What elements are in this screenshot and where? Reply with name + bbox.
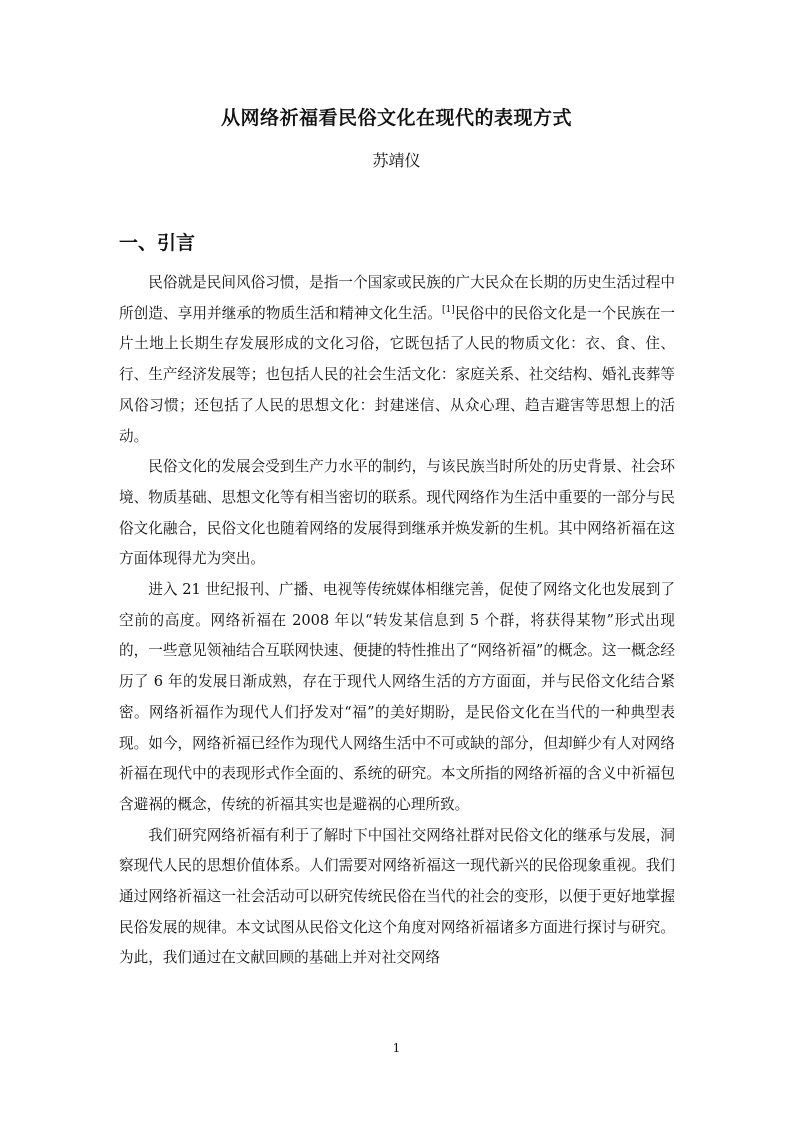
page-number: 1	[392, 1041, 401, 1055]
author-name: 苏靖仪	[372, 151, 421, 170]
document-body	[119, 268, 675, 974]
paragraph	[119, 268, 675, 452]
paragraph: 进入 21 世纪报刊、广播、电视等传统媒体相继完善，促使了网络文化也发展到了空前的高度。网络祈福在 2008 年以“转发某信息到 5 个群，将获得某物”形式出现的，一些意见领袖结合互联网快速、便捷的特性推出了“网络祈福”的概念。这一概念经历了 6 年的发展日渐成熟，存在于现代人网络生活的方方面面，并与民俗文化结合紧密。网络祈福作为现代人们抒发对“福”的美好期盼，是民俗文化在当代的一种典型表现。如今，网络祈福已经作为现代人网络生活中不可或缺的部分，但却鲜少有人对网络祈福在现代中的表现形式作全面的、系统的研究。本文所指的网络祈福的含义中祈福包含避祸的概念，传统的祈福其实也是避祸的心理所致。	[119, 581, 675, 813]
section-heading: 一、引言	[119, 232, 196, 254]
paragraph: 我们研究网络祈福有利于了解时下中国社交网络社群对民俗文化的继承与发展，洞察现代人民的思想价值体系。人们需要对网络祈福这一现代新兴的民俗现象重视。我们通过网络祈福这一社会活动可以研究传统民俗在当代的社会的变形，以便于更好地掌握民俗发展的规律。本文试图从民俗文化这个角度对网络祈福诸多方面进行探讨与研究。为此，我们通过在文献回顾的基础上并对社交网络	[119, 826, 675, 967]
paragraph: 民俗文化的发展会受到生产力水平的制约，与该民族当时所处的历史背景、社会环境、物质基础、思想文化等有相当密切的联系。现代网络作为生活中重要的一部分与民俗文化融合，民俗文化也随着网络的发展得到继承并焕发新的生机。其中网络祈福在这方面体现得尤为突出。	[119, 458, 675, 568]
paragraph-text: 民俗中的民俗文化是一个民族在一片土地上长期生存发展形成的文化习俗，它既包括了人民的物质文化：衣、食、住、行、生产经济发展等；也包括人民的社会生活文化：家庭关系、社交结构、婚礼丧葬等风俗习惯；还包括了人民的思想文化：封建迷信、从众心理、趋吉避害等思想上的活动。	[119, 304, 675, 445]
paragraph-text: 民俗就是民间风俗习惯，是指一个国家或民族的广大民众在长期的历史生活过程中所创造、享用并继承的物质生活和精神文化生活。	[119, 274, 675, 322]
citation-ref: [1]	[442, 304, 455, 315]
document-title: 从网络祈福看民俗文化在现代的表现方式	[220, 107, 572, 129]
